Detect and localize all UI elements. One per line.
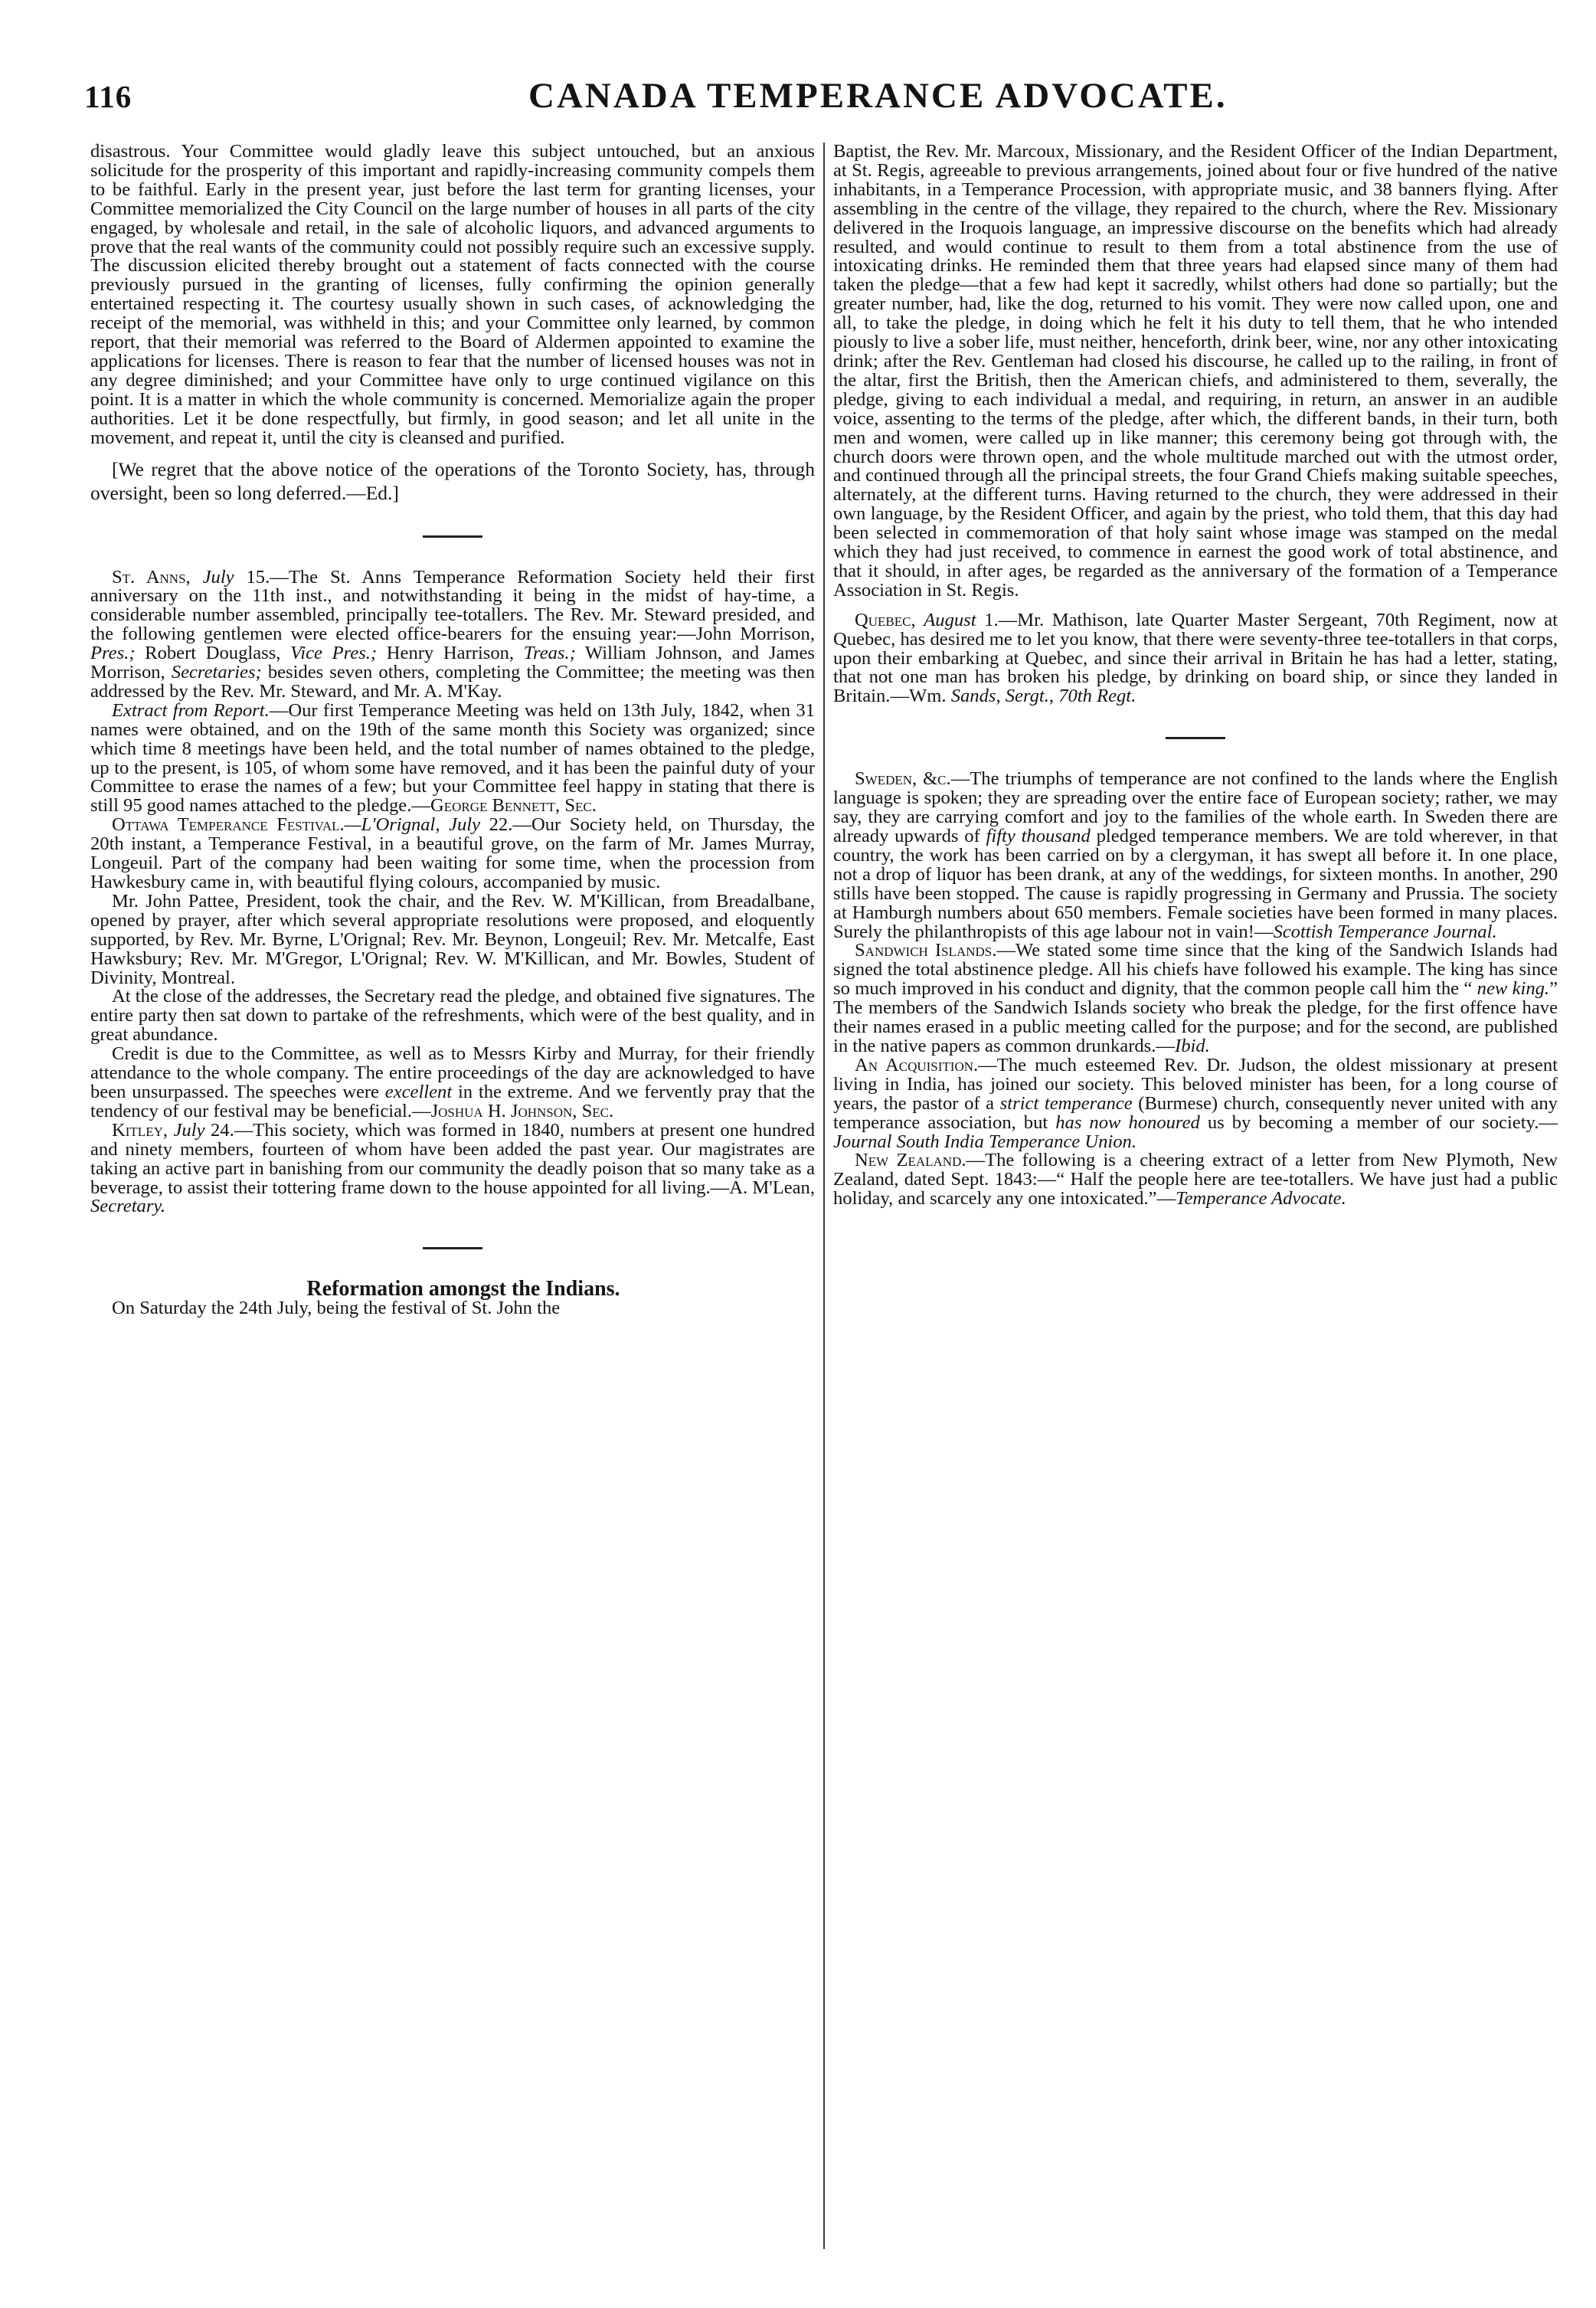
st-anns-text-3: Henry Harrison, xyxy=(377,643,524,664)
kitley-signature: Secretary. xyxy=(90,1196,166,1217)
sweden-signature: Scottish Temperance Journal. xyxy=(1273,921,1497,942)
sandwich-new-king: new king. xyxy=(1477,978,1550,1000)
st-anns-treas: Treas.; xyxy=(523,643,576,664)
extract-text: —Our first Temperance Meeting was held on 13th July, 1842, when 31 names were obtained, and on the 19th of the same month this Society was organized; since which time 8 meetings have been held, and the total number of names obtained to the pledge, up to the present, is 105, of whom some have removed, and it has been the painful duty of your Committee to erase the names of a few; but your Committee feel happy in stating that there is still 95 good names attached to the pledge.— xyxy=(90,699,815,817)
pattee-paragraph: Mr. John Pattee, President, took the chair, and the Rev. W. M'Killican, from Breadalbane, opened by prayer, after which several appropriate resolutions were proposed, and eloquently supported, by Rev. Mr. Byrne, L'Orignal; Rev. Mr. Beynon, Longeuil; Rev. Mr. Metcalfe, East Hawksbury; Rev. Mr. M'Gregor, L'Orignal; Rev. W. M'Killican, and Mr. Bowles, Student of Divinity, Montreal. xyxy=(90,890,815,988)
new-zealand-lead: New Zealand. xyxy=(855,1150,966,1171)
acquisition-text: —The much esteemed Rev. Dr. Judson, the oldest missionary at present living in India, has joined our society. This beloved minister has been, for a long course of years, the pastor of a xyxy=(833,1054,1558,1114)
ottawa-paragraph xyxy=(90,816,815,892)
sandwich-signature: Ibid. xyxy=(1175,1035,1210,1056)
new-zealand-paragraph xyxy=(833,1151,1558,1209)
kitley-lead: Kitley, xyxy=(112,1119,168,1141)
running-title: CANADA TEMPERANCE ADVOCATE. xyxy=(528,76,1228,116)
toronto-report-paragraph: disastrous. Your Committee would gladly leave this subject untouched, but an anxious solicitude for the prosperity of this important and rapidly-increasing community compels them to be faithful. Early in the present year, just before the last term for granting licenses, your Committee memorialized the City Council on the large number of houses in all parts of the city engaged, by wholesale and retail, in the sale of alcoholic liquors, and advanced arguments to prove that the real wants of the community could not possibly require such an excessive supply. The discussion elicited thereby brought out a statement of facts connected with the course previously pursued in the granting of licenses, fully confirming the opinion generally entertained respecting it. The courtesy usually shown in such cases, of acknowledging the receipt of the memorial, was withheld in this; and your Committee only learned, by common report, that their memorial was referred to the Board of Aldermen appointed to examine the applications for licenses. There is reason to fear that the number of licensed houses was not in any degree diminished; and your Committee have only to urge continued vigilance on this point. It is a matter in which the whole community is concerned. Memorialize again the proper authorities. Let it be done respectfully, but firmly, in good season; and let all unite in the movement, and repeat it, until the city is cleansed and purified. xyxy=(90,142,815,448)
acquisition-text-3: us by becoming a member of our society.— xyxy=(1199,1111,1558,1133)
indians-heading: Reformation amongst the Indians. xyxy=(306,1277,620,1301)
kitley-text: 24.—This society, which was formed in 1840, numbers at present one hundred and ninety members, fourteen of whom have been added the past year. Our magistrates are taking an active part in banishing from our community the deadly poison that so many take as a beverage, to assist their tottering frame down to the house appointed for all living.—A. M'Lean, xyxy=(90,1119,815,1198)
credit-text-2: in the extreme. And we fervently pray that the tendency of our festival may be beneficial.— xyxy=(90,1081,815,1121)
st-anns-date: July xyxy=(202,566,234,588)
kitley-paragraph xyxy=(90,1121,815,1217)
close-paragraph: At the close of the addresses, the Secretary read the pledge, and obtained five signatures. The entire party then sat down to partake of the refreshments, which were of the best quality, and in great abundance. xyxy=(90,986,815,1046)
credit-excellent: excellent xyxy=(384,1081,453,1102)
left-column xyxy=(90,142,815,2287)
st-anns-text: 15.—The St. Anns Temperance Reformation Society held their first anniversary on the 11th inst., and notwithstanding it being in the midst of hay-time, a considerable number assembled, principally tee-totallers. The Rev. Mr. Steward presided, and the following gentlemen were elected office-bearers for the ensuing year:—John Morrison, xyxy=(90,566,815,645)
quebec-text: 1.—Mr. Mathison, late Quarter Master Sergeant, 70th Regiment, now at Quebec, has desired me to let you know, that there were seventy-three tee-totallers in that corps, upon their embarking at Quebec, and since their arrival in Britain he has had a letter, stating, that not one man has broken his pledge, by drinking on board ship, or since they landed in Britain.—Wm. xyxy=(833,609,1558,707)
sweden-paragraph xyxy=(833,770,1558,941)
indians-paragraph-start: On Saturday the 24th July, being the festival of St. John the xyxy=(112,1298,561,1319)
section-rule-2 xyxy=(423,1247,482,1249)
ottawa-place: —L'Orignal, July xyxy=(344,814,481,836)
sweden-lead: Sweden, &c. xyxy=(855,768,951,790)
column-divider xyxy=(823,142,825,2249)
acquisition-has-now: has now honoured xyxy=(1055,1111,1200,1133)
credit-signature: Joshua H. Johnson, Sec. xyxy=(430,1100,614,1121)
ottawa-lead: Ottawa Temperance Festival. xyxy=(112,814,345,836)
sandwich-text: —We stated some time since that the king of the Sandwich Islands had signed the total abstinence pledge. All his chiefs have followed his example. The king has since so much improved in his conduct and dignity, that the common people call him the “ xyxy=(833,940,1558,1000)
sandwich-paragraph xyxy=(833,941,1558,1056)
extract-paragraph xyxy=(90,699,815,817)
sandwich-lead: Sandwich Islands. xyxy=(855,940,997,961)
acquisition-signature: Journal South India Temperance Union. xyxy=(833,1131,1136,1152)
new-zealand-text: —The following is a cheering extract of a letter from New Plymoth, New Zealand, dated Sept. 1843:—“ Half the people here are tee-totallers. We have just had a public holiday, and scarcely any one intoxicated.”— xyxy=(833,1150,1558,1210)
new-zealand-signature: Temperance Advocate. xyxy=(1176,1188,1346,1210)
right-column xyxy=(833,142,1558,2287)
quebec-signature: Sands, Sergt., 70th Regt. xyxy=(950,686,1136,707)
st-anns-text-2: Robert Douglass, xyxy=(135,643,291,664)
ottawa-text: 22.—Our Society held, on Thursday, the 20th instant, a Temperance Festival, in a beautiful grove, on the farm of Mr. James Murray, Longeuil. Part of the company had been waiting for some time, when the procession from Hawkesbury came in, with beautiful flying colours, accompanied by music. xyxy=(90,814,815,892)
section-rule xyxy=(423,535,482,538)
st-anns-paragraph xyxy=(90,568,815,702)
acquisition-strict: strict temperance xyxy=(999,1092,1133,1114)
sweden-text: —The triumphs of temperance are not confined to the lands where the English language is spoken; they are spreading over the entire face of European society; rather, we may say, they are carrying comfort and joy to the families of the whole earth. In Sweden there are already upwards of xyxy=(833,768,1558,846)
quebec-lead: Quebec, xyxy=(855,609,916,630)
st-anns-vice: Vice Pres.; xyxy=(290,643,378,664)
editor-note: [We regret that the above notice of the operations of the Toronto Society, has, through oversight, been so long deferred.—Ed.] xyxy=(90,457,815,504)
indians-paragraph-continued: Baptist, the Rev. Mr. Marcoux, Missionary, and the Resident Officer of the Indian Department, at St. Regis, agreeable to previous arrangements, joined about four or five hundred of the native inhabitants, in a Temperance Procession, with appropriate music, and 38 banners flying. After assembling in the centre of the village, they repaired to the church, where the Rev. Missionary delivered in the Iroquois language, an impressive discourse on the benefits which had already resulted, and would continue to result to them from a total abstinence from the use of intoxicating drinks. He reminded them that three years had elapsed since many of them had taken the pledge—that a few had kept it sacredly, whilst others had done so partially; but the greater number, had, like the dog, returned to his vomit. They were now called upon, one and all, to take the pledge, in doing which he felt it his duty to tell them, that he who intended piously to live a sober life, must neither, henceforth, drink beer, wine, nor any other intoxicating drink; after the Rev. Gentleman had closed his discourse, he called up to the railing, in front of the altar, first the British, then the American chiefs, and administered to them, severally, the pledge, giving to each individual a medal, and requiring, in return, an answer in an audible voice, assenting to the terms of the pledge, after which, the different bands, in their turn, both men and women, were called up in like manner; this ceremony being got through with, the church doors were thrown open, and the whole multitude marched out with the utmost order, and continued through all the principal streets, the four Grand Chiefs making suitable speeches, alternately, at the different turns. Having returned to the church, they were addressed in their own language, by the Resident Officer, and again by the priest, who told them, that this day had been selected in commemoration of that holy saint whose image was stamped on the medal which they had just received, to commence in earnest the good work of total abstinence, and that it should, in after ages, be regarded as the anniversary of the formation of a Temperance Association in St. Regis. xyxy=(833,142,1558,601)
sweden-text-2: pledged temperance members. We are told wherever, in that country, the work has been carried on by a clergyman, it has swept all before it. In one place, not a drop of liquor has been drank, at any of the weddings, for sixteen months. In another, 290 stills have been stopped. The cause is rapidly progressing in Germany and Prussia. The society at Hamburgh numbers about 650 members. Female societies have been formed in many places. Surely the philanthropists of this age labour not in vain!— xyxy=(833,826,1558,942)
sweden-fifty: fifty thousand xyxy=(986,826,1091,846)
quebec-date: August xyxy=(924,609,976,630)
page-number: 116 xyxy=(84,79,132,114)
st-anns-text-5: besides seven others, completing the Committee; the meeting was then addressed by the Rev. Mr. Steward, and Mr. A. M'Kay. xyxy=(90,662,815,702)
st-anns-lead: St. Anns, xyxy=(112,566,191,588)
credit-paragraph xyxy=(90,1045,815,1121)
acquisition-paragraph xyxy=(833,1056,1558,1152)
quebec-paragraph xyxy=(833,611,1558,707)
st-anns-text-4: William Johnson, and James Morrison, xyxy=(90,643,815,683)
st-anns-secs: Secretaries; xyxy=(171,662,262,683)
extract-lead: Extract from Report. xyxy=(112,699,270,721)
acquisition-lead: An Acquisition. xyxy=(855,1054,979,1075)
sandwich-text-2: ” The members of the Sandwich Islands society who break the pledge, for the first offence have their names erased in a public meeting called for the purpose; and for the second, are published in the native papers as common drunkards.— xyxy=(833,978,1558,1056)
st-anns-pres: Pres.; xyxy=(90,643,136,664)
page-header xyxy=(77,64,1578,133)
extract-signature: George Bennett, Sec. xyxy=(430,795,597,817)
kitley-date: July xyxy=(173,1119,205,1141)
credit-text: Credit is due to the Committee, as well as to Messrs Kirby and Murray, for their friendly attendance to the whole company. The entire proceedings of the day are acknowledged to have been unsurpassed. The speeches were xyxy=(90,1043,815,1102)
section-rule-3 xyxy=(1166,737,1225,739)
acquisition-text-2: (Burmese) church, consequently never united with any temperance association, but xyxy=(833,1092,1558,1133)
